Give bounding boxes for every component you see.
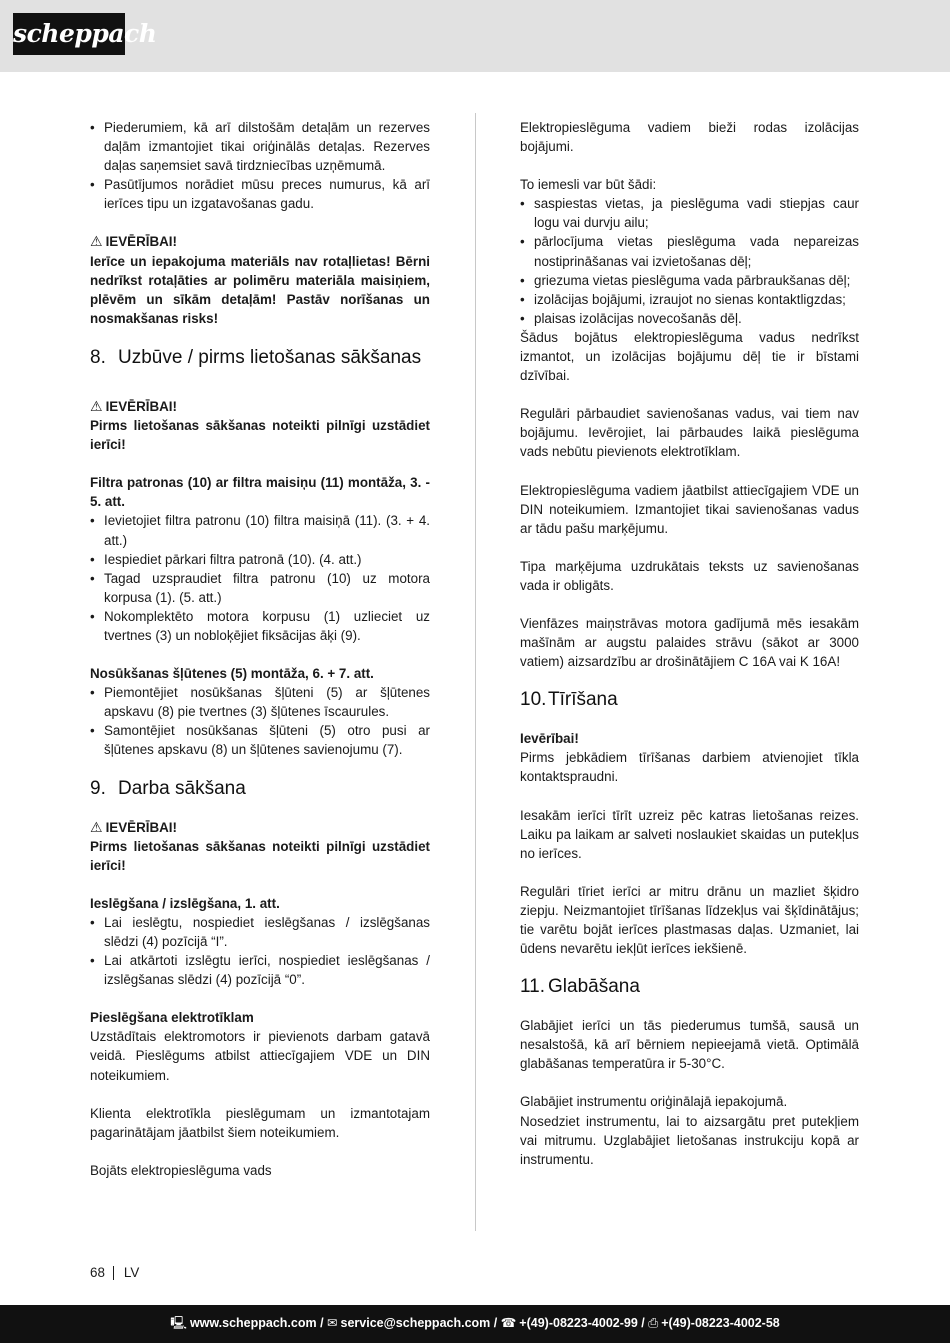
hose-steps-list	[90, 683, 430, 759]
list-item: • Iespiediet pārkari filtra patronā (10). (4. att.)	[90, 550, 430, 569]
paragraph: Elektropieslēguma vadiem jāatbilst attiecīgajiem VDE un DIN noteikumiem. Izmantojiet tikai savienošanas vadus ar tādu pašu marķējumu.	[520, 482, 859, 536]
subheading-hose: Nosūkšanas šļūtenes (5) montāža, 6. + 7. att.	[90, 666, 374, 682]
paragraph: Pirms jebkādiem tīrīšanas darbiem atvienojiet tīkla kontaktspraudni.	[520, 750, 859, 785]
list-item: • Piemontējiet nosūkšanas šļūteni (5) ar šļūtenes apskavu (8) pie tvertnes (3) šļūtenes īscaurules.	[90, 683, 430, 721]
list-item: • Piederumiem, kā arī dilstošām detaļām un rezerves daļām izmantojiet tikai oriģinālās detaļas. Rezerves daļas saņemsiet savā tirdzniecības uzņēmumā.	[90, 118, 430, 175]
paragraph: Elektropieslēguma vadiem bieži rodas izolācijas bojājumi.	[520, 120, 859, 155]
warning-heading: ⚠ IEVĒRĪBAI!	[90, 233, 177, 250]
separator: /	[320, 1316, 328, 1330]
list-item: • izolācijas bojājumi, izraujot no sienas kontaktligzdas;	[520, 290, 859, 309]
language-code: LV	[123, 1265, 140, 1280]
paragraph: To iemesli var būt šādi:	[520, 177, 657, 193]
paragraph: Regulāri tīriet ierīci ar mitru drānu un mazliet šķidro ziepju. Neizmantojiet tīrīšanas līdzekļus vai šķīdinātājus; tie varētu bojāt ierīces plastmasas daļas. Uzmaniet, lai ūdens nevarētu iekļūt ierīces iekšienē.	[520, 883, 859, 957]
paragraph: Uzstādītais elektromotors ir pievienots darbam gatavā veidā. Pieslēgums atbilst attiecīgajiem VDE un DIN noteikumiem.	[90, 1029, 430, 1083]
email-link[interactable]: service@scheppach.com	[340, 1316, 491, 1330]
brand-logo: scheppach	[13, 13, 125, 55]
list-item: • Nokomplektēto motora korpusu (1) uzlieciet uz tvertnes (3) un nobloķējiet fiksācijas āķi (9).	[90, 607, 430, 645]
warning-triangle-icon: ⚠	[90, 397, 103, 414]
section-heading-11: 11. Glabāšana	[520, 976, 640, 998]
paragraph: Glabājiet ierīci un tās piederumus tumšā, sausā un nesalstošā, kā arī bērniem nepieejamā vietā. Optimālā glabāšanas temperatūra ir 5-30°C.	[520, 1018, 859, 1072]
subheading-connection: Pieslēgšana elektrotīklam	[90, 1010, 254, 1026]
list-item: • griezuma vietas pieslēguma vada pārbraukšanas dēļ;	[520, 271, 859, 290]
paragraph: Šādus bojātus elektropieslēguma vadus nedrīkst izmantot, un izolācijas bojājumu dēļ tie ir bīstami dzīvībai.	[520, 329, 859, 384]
list-item: • pārlocījuma vietas pieslēguma vada nepareizas nostiprināšanas vai izvietošanas dēļ;	[520, 232, 859, 270]
list-item: • Ievietojiet filtra patronu (10) filtra maisiņā (11). (3. + 4. att.)	[90, 511, 430, 549]
paragraph: Tipa marķējuma uzdrukātais teksts uz savienošanas vada ir obligāts.	[520, 558, 859, 593]
paragraph: Nosedziet instrumentu, lai to aizsargātu pret putekļiem vai mitrumu. Uzglabājiet lietošanas instrukciju kopā ar instrumentu.	[520, 1113, 859, 1167]
list-item: • Samontējiet nosūkšanas šļūteni (5) otro pusi ar šļūtenes apskavu (8) un šļūtenes savienojumu (7).	[90, 721, 430, 759]
paragraph: Regulāri pārbaudiet savienošanas vadus, vai tiem nav bojājumu. Ievērojiet, lai pārbaudes laikā pieslēguma vads nebūtu pievienots elektrotīklam.	[520, 406, 859, 460]
warning-triangle-icon: ⚠	[90, 818, 103, 835]
warning-heading: Ievērībai!	[520, 731, 579, 747]
phone-number: +(49)-08223-4002-99	[519, 1316, 638, 1330]
section-heading-10: 10. Tīrīšana	[520, 689, 618, 711]
warning-text: Pirms lietošanas sākšanas noteikti pilnīgi uzstādiet ierīci!	[90, 838, 430, 873]
filter-steps-list	[90, 511, 430, 645]
paragraph: Bojāts elektropieslēguma vads	[90, 1162, 272, 1178]
computer-icon: 🖳	[170, 1316, 187, 1330]
list-item: • saspiestas vietas, ja pieslēguma vadi stiepjas caur logu vai durvju ailu;	[520, 194, 859, 232]
warning-heading: ⚠ IEVĒRĪBAI!	[90, 818, 177, 835]
paragraph: Glabājiet instrumentu oriģinālajā iepakojumā.	[520, 1094, 788, 1110]
page-header	[0, 0, 950, 72]
left-column	[90, 118, 430, 1180]
subheading-switch: Ieslēgšana / izslēgšana, 1. att.	[90, 895, 280, 911]
section-heading-8: 8. Uzbūve / pirms lietošanas sākšanas	[90, 346, 422, 368]
contact-bar	[0, 1305, 950, 1343]
fax-icon: ⎙	[648, 1316, 659, 1330]
subheading-filter: Filtra patronas (10) ar filtra maisiņu (11) montāža, 3. - 5. att.	[90, 475, 430, 510]
right-column	[520, 118, 859, 1169]
paragraph: Vienfāzes maiņstrāvas motora gadījumā mēs iesakām mašīnām ar augstu palaides strāvu (sākot ar 3000 vatiem) aizsardzību ar drošinātājiem C 16A vai K 16A!	[520, 615, 859, 670]
paragraph: Iesakām ierīci tīrīt uzreiz pēc katras lietošanas reizes. Laiku pa laikam ar salveti noslaukiet skaidas un putekļus no ierīces.	[520, 807, 859, 861]
warning-triangle-icon: ⚠	[90, 233, 103, 250]
warning-heading: ⚠ IEVĒRĪBAI!	[90, 397, 177, 414]
list-item: • Lai atkārtoti izslēgtu ierīci, nospiediet ieslēgšanas / izslēgšanas slēdzi (4) pozīcijā “0”.	[90, 951, 430, 989]
causes-list	[520, 194, 859, 328]
switch-steps-list	[90, 913, 430, 989]
separator: /	[493, 1316, 501, 1330]
list-item: • Pasūtījumos norādiet mūsu preces numurus, kā arī ierīces tipu un izgatavošanas gadu.	[90, 175, 430, 213]
separator: /	[641, 1316, 649, 1330]
footer-separator	[113, 1266, 114, 1280]
list-item: • Tagad uzspraudiet filtra patronu (10) uz motora korpusa (1). (5. att.)	[90, 569, 430, 607]
page-number: 68	[90, 1265, 105, 1280]
phone-icon: ☎	[500, 1316, 517, 1330]
page-footer	[90, 1265, 139, 1280]
warning-text: Pirms lietošanas sākšanas noteikti pilnīgi uzstādiet ierīci!	[90, 418, 430, 453]
list-item: • Lai ieslēgtu, nospiediet ieslēgšanas / izslēgšanas slēdzi (4) pozīcijā “I”.	[90, 913, 430, 951]
column-divider	[475, 113, 476, 1231]
section-heading-9: 9. Darba sākšana	[90, 777, 246, 799]
mail-icon: ✉	[327, 1316, 338, 1330]
spare-parts-list	[90, 118, 430, 213]
list-item: • plaisas izolācijas novecošanās dēļ.	[520, 309, 859, 328]
warning-text: Ierīce un iepakojuma materiāls nav rotaļlietas! Bērni nedrīkst rotaļāties ar polimēru materiāla maisiņiem, plēvēm un sīkām detaļām! Pastāv norīšanas un nosmakšanas risks!	[90, 253, 430, 326]
fax-number: +(49)-08223-4002-58	[661, 1316, 780, 1330]
paragraph: Klienta elektrotīkla pieslēgumam un izmantotajam pagarinātājam jāatbilst šiem noteikumiem.	[90, 1105, 430, 1140]
website-link[interactable]: www.scheppach.com	[189, 1316, 317, 1330]
